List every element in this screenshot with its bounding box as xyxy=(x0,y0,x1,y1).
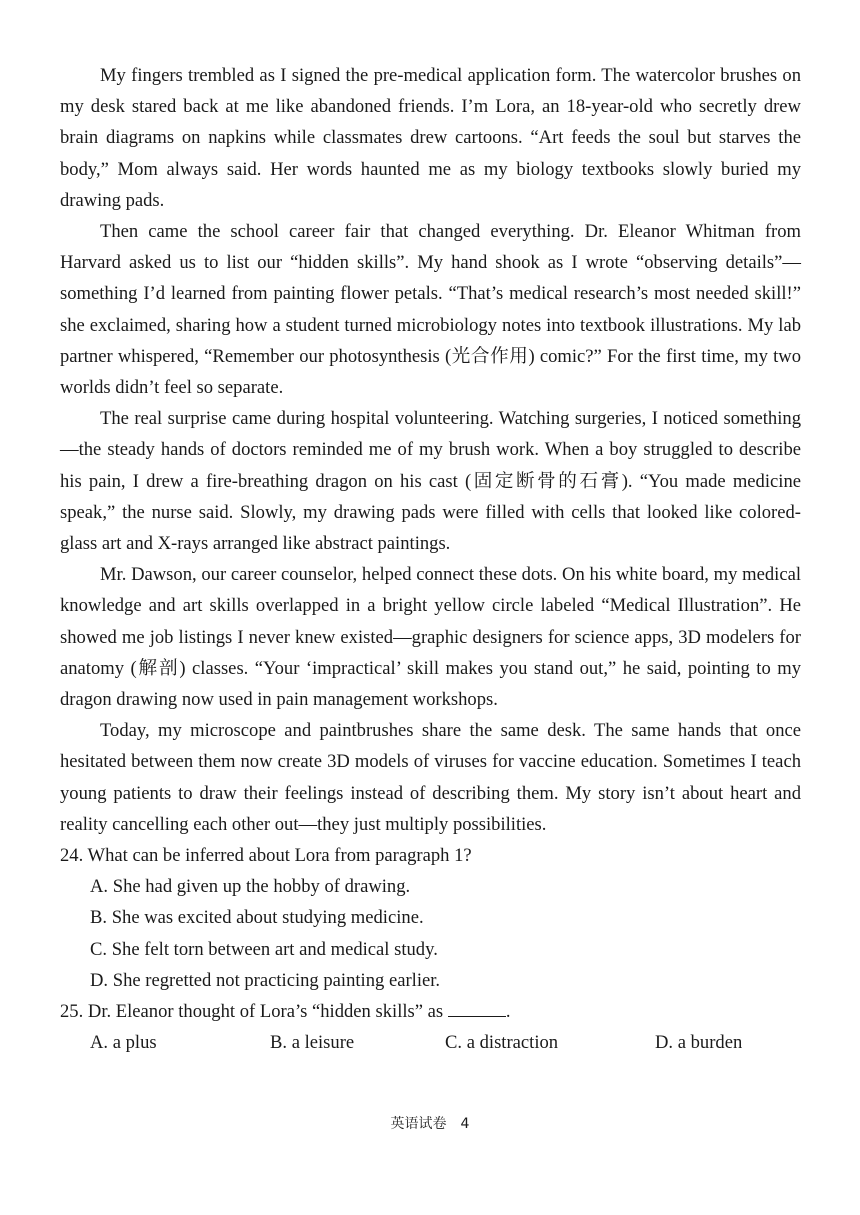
question-24-option-c: C. She felt torn between art and medical study. xyxy=(90,938,438,960)
passage-paragraph-4: Mr. Dawson, our career counselor, helped connect these dots. On his white board, my medical knowledge and art skills overlapped in a bright yellow circle labeled “Medical Illustration”. He showed me job listings I never knew existed—graphic designers for science apps, 3D modelers for anatomy (解剖) classes. “Your ‘impractical’ skill makes you stand out,” he said, pointing to my dragon drawing now used in pain management workshops. xyxy=(60,564,801,711)
question-25-option-d: D. a burden xyxy=(655,1032,743,1054)
question-25-option-c: C. a distraction xyxy=(445,1032,559,1054)
footer-label: 英语试卷 xyxy=(390,1116,447,1132)
question-24-stem: 24. What can be inferred about Lora from paragraph 1? xyxy=(60,845,472,867)
question-25-option-b: B. a leisure xyxy=(270,1032,355,1054)
question-25-options xyxy=(60,1027,801,1058)
question-24-option-b: B. She was excited about studying medicine. xyxy=(90,907,424,929)
question-25-line xyxy=(60,996,801,1027)
question-24-option-d: D. She regretted not practicing painting earlier. xyxy=(90,969,441,991)
passage-paragraph-2: Then came the school career fair that changed everything. Dr. Eleanor Whitman from Harvard asked us to list our “hidden skills”. My hand shook as I wrote “observing details”— something I’d learned from painting flower petals. “That’s medical research’s most needed skill!” she exclaimed, sharing how a student turned microbiology notes into textbook illustrations. My lab partner whispered, “Remember our photosynthesis (光合作用) comic?” For the first time, my two worlds didn’t feel so separate. xyxy=(60,221,801,399)
question-25-option-a: A. a plus xyxy=(90,1032,157,1054)
reading-section xyxy=(60,60,801,1059)
page-footer xyxy=(0,1113,860,1133)
passage-paragraph-1: My fingers trembled as I signed the pre-medical application form. The watercolor brushes on my desk stared back at me like abandoned friends. I’m Lora, an 18-year-old who secretly drew brain diagrams on napkins while classmates drew cartoons. “Art feeds the soul but starves the body,” Mom always said. Her words haunted me as my biology textbooks slowly buried my drawing pads. xyxy=(60,65,801,211)
question-24-option-a: A. She had given up the hobby of drawing. xyxy=(90,876,411,898)
question-25-stem: 25. Dr. Eleanor thought of Lora’s “hidden skills” as xyxy=(60,1001,444,1023)
passage-paragraph-3: The real surprise came during hospital volunteering. Watching surgeries, I noticed something—the steady hands of doctors reminded me of my brush work. When a boy struggled to describe his pain, I drew a fire-breathing dragon on his cast (固定断骨的石膏). “You made medicine speak,” the nurse said. Slowly, my drawing pads were filled with cells that looked like colored-glass art and X-rays arranged like abstract paintings. xyxy=(60,408,801,555)
passage-paragraph-5: Today, my microscope and paintbrushes share the same desk. The same hands that once hesitated between them now create 3D models of viruses for vaccine education. Sometimes I teach young patients to draw their feelings instead of describing them. My story isn’t about heart and reality cancelling each other out—they just multiply possibilities. xyxy=(60,720,801,835)
page-number: 4 xyxy=(460,1116,470,1132)
answer-blank xyxy=(448,998,506,1017)
question-25-end: . xyxy=(505,1001,511,1023)
